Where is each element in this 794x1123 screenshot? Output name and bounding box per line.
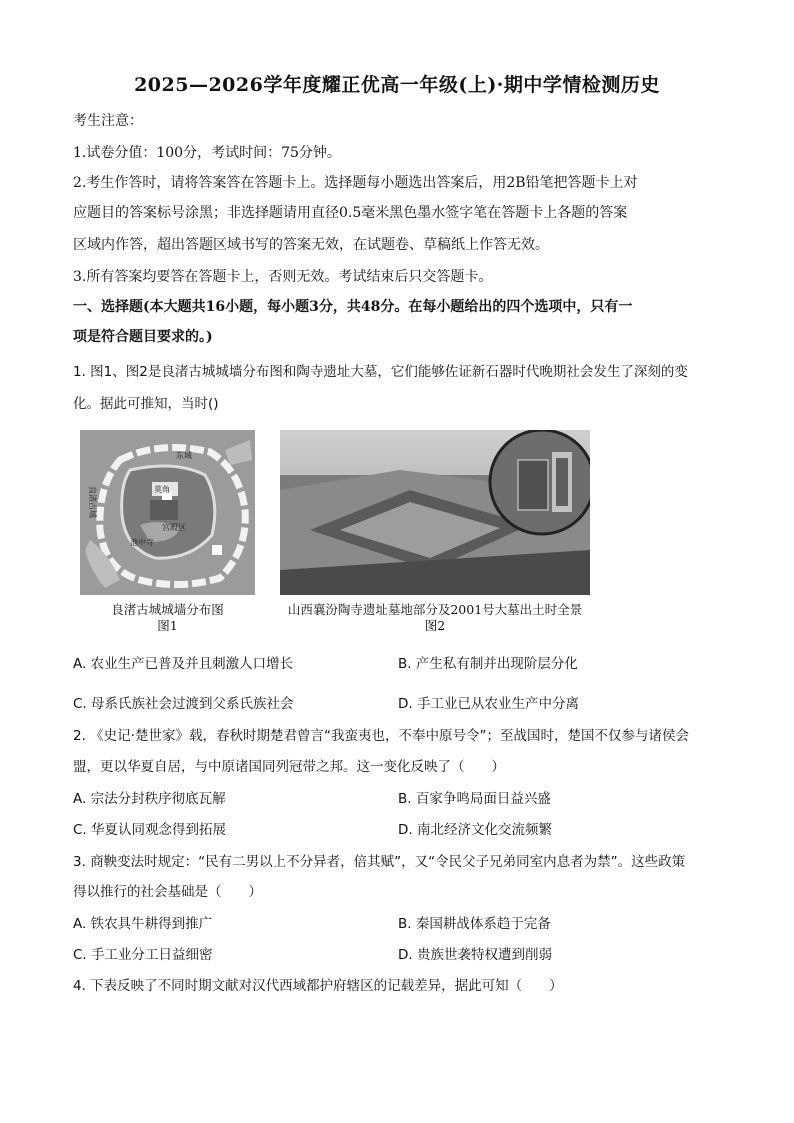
q1-option-b[interactable]: B. 产生私有制并出现阶层分化 [398, 656, 578, 672]
notice-heading: 考生注意： [73, 113, 143, 129]
map-label-west: 良渚古城 [88, 486, 97, 518]
figure-2-photo [280, 430, 590, 595]
map-label-center: 宫殿区 [162, 523, 186, 532]
notice-item-2: 2.考生作答时，请将答案答在答题卡上。选择题每小题选出答案后，用2B铅笔把答题卡上对 [73, 175, 638, 191]
question-3-stem-cont: 得以推行的社会基础是（ ） [73, 884, 262, 900]
q3-option-c[interactable]: C. 手工业分工日益细密 [73, 947, 213, 963]
question-1-stem-cont: 化。据此可推知，当时() [73, 396, 219, 412]
question-3-stem: 3. 商鞅变法时规定：“民有二男以上不分异者，倍其赋”，又“令民父子兄弟同室内息者为禁”。这些政策 [73, 854, 686, 870]
question-2-stem: 2. 《史记·楚世家》载，春秋时期楚君曾言“我蛮夷也，不奉中原号令”；至战国时，楚国不仅参与诸侯会 [73, 728, 689, 744]
question-2-stem-cont: 盟，更以华夏自居，与中原诸国同列冠带之邦。这一变化反映了（ ） [73, 759, 505, 775]
notice-item-2-cont2: 区域内作答，超出答题区域书写的答案无效，在试题卷、草稿纸上作答无效。 [73, 237, 549, 253]
figure-1-map [80, 430, 255, 595]
question-4-stem: 4. 下表反映了不同时期文献对汉代西域都护府辖区的记载差异，据此可知（ ） [73, 978, 563, 994]
q1-option-d[interactable]: D. 手工业已从农业生产中分离 [398, 696, 579, 712]
q3-option-d[interactable]: D. 贵族世袭特权遭到削弱 [398, 947, 552, 963]
map-label-palace: 莫角 [154, 485, 170, 494]
figure-1-caption [60, 602, 275, 634]
q2-option-a[interactable]: A. 宗法分封秩序彻底瓦解 [73, 791, 226, 807]
section-heading: 一、选择题(本大题共16小题，每小题3分，共48分。在每小题给出的四个选项中，只有一 [73, 299, 633, 315]
q3-option-b[interactable]: B. 秦国耕战体系趋于完备 [398, 916, 551, 932]
q2-option-d[interactable]: D. 南北经济文化交流频繁 [398, 822, 552, 838]
question-1-stem: 1. 图1、图2是良渚古城城墙分布图和陶寺遗址大墓，它们能够佐证新石器时代晚期社会发生了深刻的变 [73, 364, 688, 380]
section-heading-cont: 项是符合题目要求的。) [73, 329, 213, 345]
figure-2-caption-text: 山西襄汾陶寺遗址墓地部分及2001号大墓出土时全景 [287, 602, 583, 617]
notice-item-2-cont: 应题目的答案标号涂黑；非选择题请用直径0.5毫米黑色墨水签字笔在答题卡上各题的答案 [73, 205, 628, 221]
figure-2-label: 图2 [424, 618, 446, 633]
q1-option-a[interactable]: A. 农业生产已普及并且刺激人口增长 [73, 656, 294, 672]
q2-option-c[interactable]: C. 华夏认同观念得到拓展 [73, 822, 227, 838]
q1-option-c[interactable]: C. 母系氏族社会过渡到父系氏族社会 [73, 696, 294, 712]
q2-option-b[interactable]: B. 百家争鸣局面日益兴盛 [398, 791, 551, 807]
notice-item-1: 1.试卷分值：100分，考试时间：75分钟。 [73, 145, 341, 161]
figure-1-label: 图1 [157, 618, 178, 633]
figure-1-caption-text: 良渚古城城墙分布图 [111, 602, 224, 617]
page-title: 2025—2026学年度耀正优高一年级(上)·期中学情检测历史 [134, 74, 660, 96]
notice-item-3: 3.所有答案均要答在答题卡上，否则无效。考试结束后只交答题卡。 [73, 269, 493, 285]
figure-2-caption [270, 602, 600, 634]
map-label-south: 池中寺 [130, 538, 154, 547]
map-label-north: 东城 [176, 451, 192, 460]
q3-option-a[interactable]: A. 铁农具牛耕得到推广 [73, 916, 213, 932]
